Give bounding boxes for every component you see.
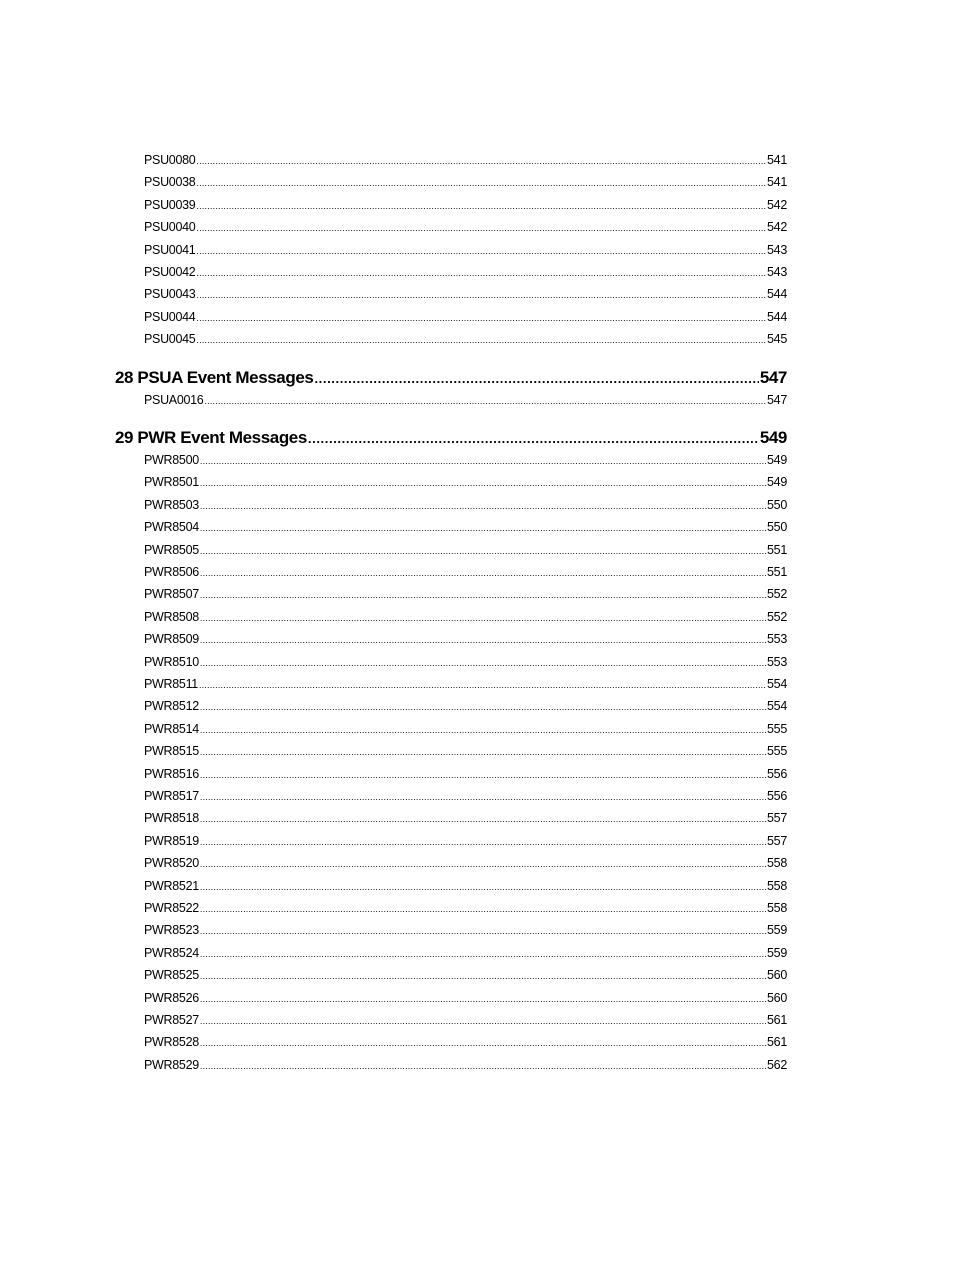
toc-entry-label: PWR8512	[144, 699, 199, 714]
toc-entry-label: PWR8523	[144, 923, 199, 938]
toc-entry-label: PWR8521	[144, 878, 199, 893]
toc-entry-page-number: 560	[767, 990, 787, 1005]
dot-leader	[200, 834, 766, 849]
toc-entry[interactable]	[144, 331, 787, 347]
toc-entry-page-number: 559	[767, 923, 787, 938]
toc-entry[interactable]	[144, 967, 787, 983]
dot-leader	[200, 968, 766, 983]
toc-entry[interactable]	[144, 833, 787, 849]
dot-leader	[200, 1058, 766, 1073]
dot-leader	[200, 856, 766, 871]
toc-entry[interactable]	[144, 721, 787, 737]
toc-chapter-entry[interactable]	[115, 367, 787, 389]
toc-entry-label: PWR8518	[144, 811, 199, 826]
dot-leader	[204, 393, 766, 408]
toc-entry-page-number: 554	[767, 677, 787, 691]
toc-entry-page-number: 544	[767, 309, 787, 324]
dot-leader	[196, 198, 766, 213]
dot-leader	[200, 498, 766, 513]
dot-leader	[196, 220, 766, 235]
toc-entry-page-number: 542	[767, 220, 787, 235]
dot-leader	[200, 923, 766, 938]
dot-leader	[200, 811, 766, 826]
toc-entry-label: PWR8503	[144, 497, 199, 512]
toc-entry[interactable]	[144, 631, 787, 647]
toc-entry[interactable]	[144, 392, 787, 408]
toc-entry-label: PSU0044	[144, 309, 196, 324]
toc-chapter-entry[interactable]	[115, 427, 787, 449]
toc-entry-page-number: 562	[767, 1057, 787, 1072]
dot-leader	[308, 428, 759, 449]
toc-entry[interactable]	[144, 519, 787, 535]
toc-entry-label: 29 PWR Event Messages	[115, 428, 307, 447]
toc-entry-label: PSU0041	[144, 242, 196, 257]
toc-entry[interactable]	[144, 900, 787, 916]
toc-entry-page-number: 543	[767, 242, 787, 257]
toc-entry-label: PWR8514	[144, 721, 199, 736]
dot-leader	[200, 789, 766, 804]
toc-entry[interactable]	[144, 878, 787, 894]
toc-entry-label: PSU0040	[144, 220, 196, 235]
dot-leader	[200, 901, 766, 916]
toc-entry[interactable]	[144, 152, 787, 168]
toc-entry-page-number: 555	[767, 744, 787, 759]
toc-entry[interactable]	[144, 788, 787, 804]
dot-leader	[196, 287, 766, 302]
toc-entry-page-number: 543	[767, 265, 787, 279]
toc-entry[interactable]	[144, 1034, 787, 1050]
toc-entry-label: PWR8500	[144, 453, 199, 467]
toc-entry[interactable]	[144, 654, 787, 670]
dot-leader	[200, 453, 766, 468]
dot-leader	[200, 946, 766, 961]
toc-entry-label: PSU0043	[144, 287, 196, 302]
toc-entry[interactable]	[144, 922, 787, 938]
toc-entry[interactable]	[144, 743, 787, 759]
toc-entry-label: PSU0045	[144, 332, 196, 347]
toc-entry[interactable]	[144, 542, 787, 558]
toc-entry-page-number: 557	[767, 811, 787, 826]
toc-entry-label: PWR8515	[144, 744, 199, 759]
toc-entry[interactable]	[144, 1012, 787, 1028]
toc-entry-page-number: 550	[767, 520, 787, 535]
dot-leader	[200, 722, 766, 737]
toc-entry[interactable]	[144, 197, 787, 213]
toc-entry-page-number: 542	[767, 197, 787, 212]
toc-entry-label: PSU0042	[144, 265, 196, 279]
toc-entry-label: PWR8511	[144, 677, 198, 691]
toc-entry-label: PWR8517	[144, 789, 199, 803]
toc-entry-page-number: 561	[767, 1013, 787, 1027]
toc-entry-page-number: 550	[767, 497, 787, 512]
dot-leader	[314, 368, 758, 389]
toc-entry-label: PWR8505	[144, 542, 199, 557]
toc-entry[interactable]	[144, 676, 787, 692]
toc-entry-page-number: 544	[767, 287, 787, 302]
toc-entry-page-number: 551	[767, 565, 787, 579]
toc-entry-label: PWR8509	[144, 632, 199, 647]
dot-leader	[200, 543, 766, 558]
toc-entry[interactable]	[144, 242, 787, 258]
dot-leader	[200, 610, 766, 625]
toc-entry-label: 28 PSUA Event Messages	[115, 367, 314, 387]
toc-entry-label: PSU0080	[144, 153, 196, 167]
dot-leader	[199, 677, 766, 692]
toc-entry-label: PWR8501	[144, 475, 199, 490]
dot-leader	[200, 587, 766, 602]
toc-entry-label: PSU0039	[144, 197, 196, 212]
toc-entry-label: PWR8525	[144, 968, 199, 983]
toc-entry[interactable]	[144, 452, 787, 468]
toc-entry-page-number: 541	[767, 153, 787, 167]
toc-entry-label: PWR8522	[144, 901, 199, 915]
dot-leader	[196, 332, 766, 347]
toc-entry-page-number: 558	[767, 901, 787, 915]
toc-entry[interactable]	[144, 1057, 787, 1073]
dot-leader	[196, 243, 766, 258]
toc-entry-page-number: 549	[767, 475, 787, 490]
toc-entry-page-number: 558	[767, 878, 787, 893]
toc-entry-label: PWR8527	[144, 1013, 199, 1027]
toc-entry-page-number: 547	[767, 392, 787, 407]
dot-leader	[196, 175, 766, 190]
toc-entry-page-number: 554	[767, 699, 787, 714]
toc-entry-page-number: 556	[767, 789, 787, 803]
toc-entry[interactable]	[144, 286, 787, 302]
dot-leader	[200, 767, 766, 782]
dot-leader	[200, 1013, 766, 1028]
dot-leader	[200, 520, 766, 535]
toc-entry-page-number: 545	[767, 332, 787, 347]
dot-leader	[200, 744, 766, 759]
toc-entry-page-number: 552	[767, 609, 787, 624]
toc-entry-page-number: 552	[767, 587, 787, 602]
dot-leader	[200, 565, 766, 580]
dot-leader	[196, 310, 766, 325]
dot-leader	[200, 699, 766, 714]
dot-leader	[200, 632, 766, 647]
toc-entry[interactable]	[144, 810, 787, 826]
toc-entry-page-number: 541	[767, 175, 787, 190]
dot-leader	[200, 879, 766, 894]
toc-entry-page-number: 553	[767, 654, 787, 669]
toc-entry-label: PWR8519	[144, 833, 199, 848]
toc-entry-label: PWR8508	[144, 609, 199, 624]
toc-entry-page-number: 560	[767, 968, 787, 983]
toc-entry-label: PSUA0016	[144, 392, 204, 407]
toc-entry-page-number: 549	[759, 428, 787, 447]
toc-entry-label: PWR8506	[144, 565, 199, 579]
toc-entry-page-number: 558	[767, 856, 787, 871]
toc-entry[interactable]	[144, 990, 787, 1006]
toc-entry[interactable]	[144, 264, 787, 280]
dot-leader	[200, 655, 766, 670]
toc-entry-label: PWR8529	[144, 1057, 199, 1072]
toc-entry-page-number: 557	[767, 833, 787, 848]
toc-entry-page-number: 556	[767, 766, 787, 781]
toc-entry[interactable]	[144, 174, 787, 190]
toc-entry-page-number: 561	[767, 1035, 787, 1050]
toc-entry[interactable]	[144, 766, 787, 782]
toc-entry-page-number: 553	[767, 632, 787, 647]
toc-entry-page-number: 555	[767, 721, 787, 736]
toc-entry-page-number: 549	[767, 453, 787, 467]
toc-entry-label: PWR8510	[144, 654, 199, 669]
toc-entry-label: PWR8526	[144, 990, 199, 1005]
dot-leader	[200, 1035, 766, 1050]
toc-entry-label: PWR8524	[144, 945, 199, 960]
toc-entry-label: PSU0038	[144, 175, 196, 190]
toc-entry[interactable]	[144, 609, 787, 625]
dot-leader	[200, 991, 766, 1006]
toc-entry[interactable]	[144, 219, 787, 235]
toc-entry-page-number: 559	[767, 945, 787, 960]
toc-entry-page-number: 547	[759, 367, 787, 387]
toc-entry-label: PWR8520	[144, 856, 199, 871]
toc-entry-label: PWR8507	[144, 587, 199, 602]
toc-entry-page-number: 551	[767, 542, 787, 557]
toc-entry[interactable]	[144, 698, 787, 714]
dot-leader	[200, 475, 766, 490]
toc-entry[interactable]	[144, 497, 787, 513]
toc-entry[interactable]	[144, 564, 787, 580]
toc-entry-label: PWR8516	[144, 766, 199, 781]
toc-entry[interactable]	[144, 945, 787, 961]
toc-entry[interactable]	[144, 586, 787, 602]
toc-entry-label: PWR8504	[144, 520, 199, 535]
toc-entry-label: PWR8528	[144, 1035, 199, 1050]
toc-entry[interactable]	[144, 309, 787, 325]
dot-leader	[196, 265, 766, 280]
dot-leader	[196, 153, 766, 168]
toc-entry[interactable]	[144, 855, 787, 871]
toc-entry[interactable]	[144, 474, 787, 490]
